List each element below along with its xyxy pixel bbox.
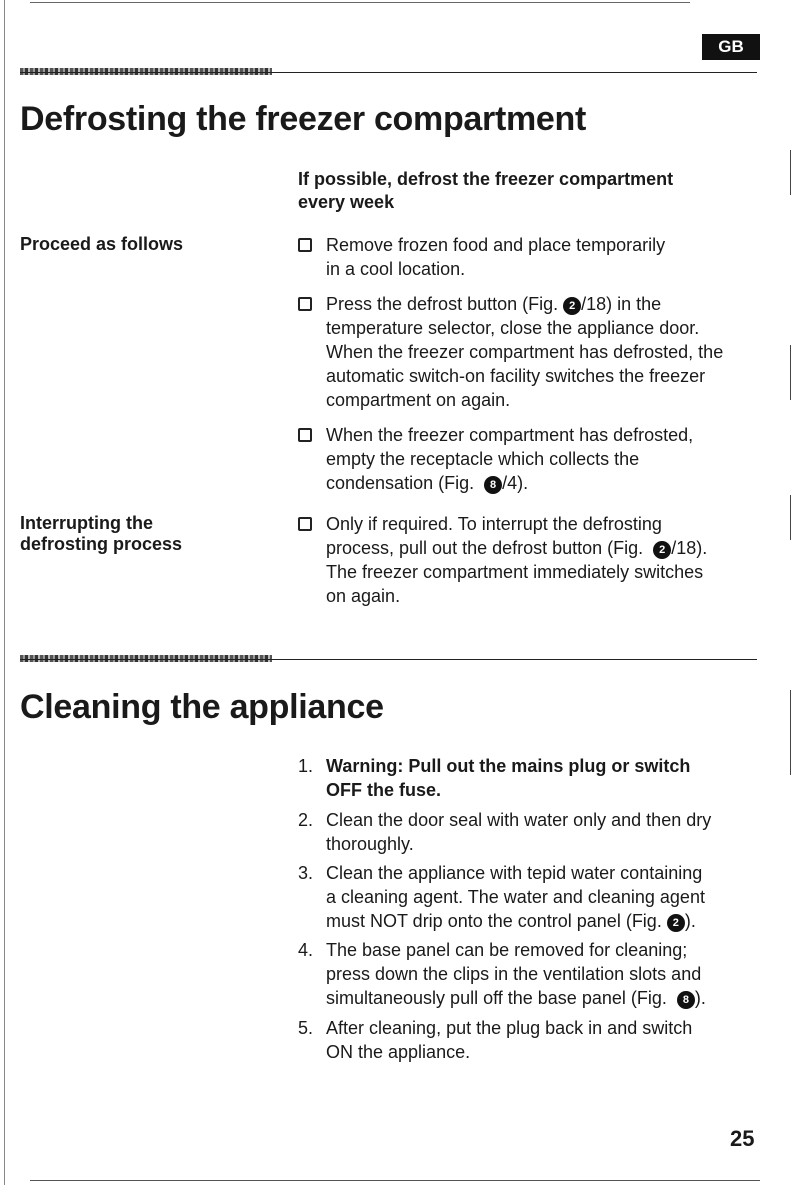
list-line: Warning: Pull out the mains plug or switch — [326, 756, 691, 776]
section-title-cleaning: Cleaning the appliance — [20, 688, 384, 726]
list-item-text — [326, 1016, 692, 1064]
figure-2-icon: 2 — [563, 297, 581, 315]
list-line — [326, 909, 705, 933]
checkbox-bullet — [298, 238, 312, 252]
side-heading-line: Interrupting the — [20, 513, 153, 533]
step-line: empty the receptacle which collects the — [326, 449, 640, 469]
list-line: press down the clips in the ventilation slots and — [326, 964, 702, 984]
list-line: After cleaning, put the plug back in and switch — [326, 1018, 693, 1038]
right-page-edge-2 — [790, 345, 791, 400]
list-fragment: simultaneously pull off the base panel (Fig. — [326, 988, 667, 1008]
list-line: thoroughly. — [326, 834, 414, 854]
step-line: Only if required. To interrupt the defrosting — [326, 514, 662, 534]
figure-2-icon: 2 — [667, 914, 685, 932]
step-text — [326, 423, 693, 495]
step-line: temperature selector, close the appliance door. — [326, 318, 700, 338]
step-text — [326, 512, 707, 608]
step-line: compartment on again. — [326, 390, 511, 410]
step-fragment: process, pull out the defrost button (Fig. — [326, 538, 644, 558]
list-number: 1. — [298, 756, 314, 776]
step-line: on again. — [326, 586, 401, 606]
bottom-page-rule — [30, 1180, 760, 1181]
section-title-defrosting: Defrosting the freezer compartment — [20, 100, 587, 138]
section-divider-line — [20, 659, 757, 660]
side-heading-line: defrosting process — [20, 534, 183, 554]
step-line: Remove frozen food and place temporarily — [326, 235, 666, 255]
lead-text — [298, 168, 673, 214]
checkbox-bullet — [298, 517, 312, 531]
side-heading-proceed: Proceed as follows — [20, 234, 184, 254]
lead-line: every week — [298, 192, 395, 212]
list-fragment: must NOT drip onto the control panel (Fig. — [326, 911, 662, 931]
list-line: a cleaning agent. The water and cleaning agent — [326, 887, 705, 907]
step-text — [326, 292, 723, 412]
step-fragment: Press the defrost button (Fig. — [326, 294, 559, 314]
step-line: When the freezer compartment has defrosted, the — [326, 342, 724, 362]
right-page-edge — [790, 150, 791, 195]
checkbox-bullet — [298, 428, 312, 442]
right-page-edge-4 — [790, 690, 791, 775]
warning-text — [326, 754, 690, 802]
right-page-edge-3 — [790, 495, 791, 540]
section-divider-line — [20, 72, 757, 73]
list-number: 5. — [298, 1018, 314, 1038]
list-number: 2. — [298, 810, 314, 830]
step-text — [326, 233, 665, 281]
figure-8-icon: 8 — [677, 991, 695, 1009]
step-line: in a cool location. — [326, 259, 466, 279]
step-line: The freezer compartment immediately switches — [326, 562, 704, 582]
step-fragment: condensation (Fig. — [326, 473, 475, 493]
list-fragment: ). — [694, 988, 706, 1008]
step-line: automatic switch-on facility switches the freezer — [326, 366, 706, 386]
step-line — [326, 471, 693, 495]
list-line — [326, 986, 706, 1010]
step-fragment: /18). — [671, 538, 708, 558]
step-line — [326, 292, 723, 316]
top-page-rule — [30, 2, 690, 3]
list-item-text — [326, 808, 711, 856]
figure-2-icon: 2 — [653, 541, 671, 559]
step-line: When the freezer compartment has defrosted, — [326, 425, 694, 445]
lead-line: If possible, defrost the freezer compartment — [298, 169, 674, 189]
checkbox-bullet — [298, 297, 312, 311]
list-number: 4. — [298, 940, 314, 960]
step-fragment: /4). — [502, 473, 529, 493]
list-line: Clean the door seal with water only and then dry — [326, 810, 712, 830]
list-item-text — [326, 938, 706, 1010]
left-page-edge — [4, 0, 5, 1185]
figure-8-icon: 8 — [484, 476, 502, 494]
language-badge: GB — [702, 34, 760, 60]
list-line: The base panel can be removed for cleaning; — [326, 940, 688, 960]
list-number: 3. — [298, 863, 314, 883]
page-number: 25 — [730, 1126, 755, 1151]
list-fragment: ). — [684, 911, 696, 931]
list-line: Clean the appliance with tepid water containing — [326, 863, 703, 883]
step-line — [326, 536, 707, 560]
step-fragment: /18) in the — [581, 294, 662, 314]
side-heading-interrupting — [20, 513, 182, 555]
list-item-text — [326, 861, 705, 933]
list-line: OFF the fuse. — [326, 780, 442, 800]
list-line: ON the appliance. — [326, 1042, 471, 1062]
